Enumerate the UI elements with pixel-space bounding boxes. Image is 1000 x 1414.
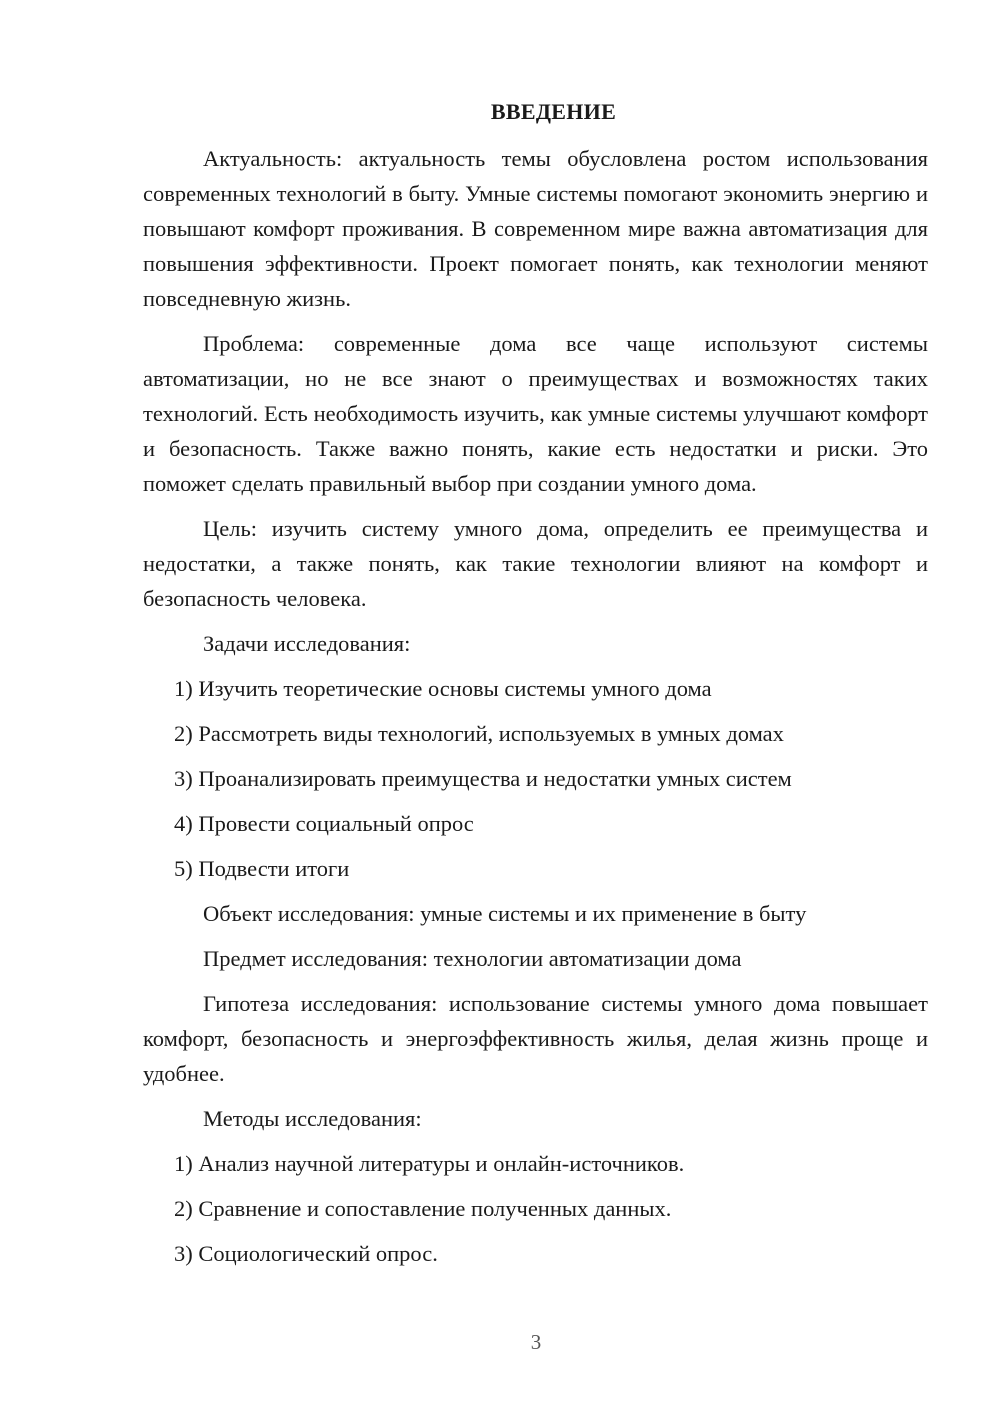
list-item: 4) Провести социальный опрос [174,811,474,836]
subject-paragraph: Предмет исследования: технологии автоматизации дома [203,946,742,971]
list-item: 3) Проанализировать преимущества и недостатки умных систем [174,766,792,791]
object-paragraph: Объект исследования: умные системы и их применение в быту [203,901,807,926]
tasks-heading: Задачи исследования: [203,631,411,656]
page-title: ВВЕДЕНИЕ [490,99,617,124]
goal-paragraph: Цель: изучить систему умного дома, определить ее преимущества и недостатки, а также понять, как такие технологии влияют на комфорт и безопасность человека. [143,516,928,611]
page-number: 3 [530,1330,542,1354]
page-content [143,94,928,1281]
list-item: 1) Изучить теоретические основы системы умного дома [174,676,712,701]
methods-list [143,1146,928,1271]
list-item: 3) Социологический опрос. [174,1241,438,1266]
list-item: 5) Подвести итоги [174,856,350,881]
problem-paragraph: Проблема: современные дома все чаще используют системы автоматизации, но не все знают о преимуществах и возможностях таких технологий. Есть необходимость изучить, как умные системы улучшают комфорт и безопасность. Также важно понять, какие есть недостатки и риски. Это поможет сделать правильный выбор при создании умного дома. [143,331,928,496]
hypothesis-paragraph: Гипотеза исследования: использование системы умного дома повышает комфорт, безопасность и энергоэффективность жилья, делая жизнь проще и удобнее. [143,991,928,1086]
list-item: 1) Анализ научной литературы и онлайн-источников. [174,1151,685,1176]
relevance-paragraph: Актуальность: актуальность темы обусловлена ростом использования современных технологий в быту. Умные системы помогают экономить энергию и повышают комфорт проживания. В современном мире важна автоматизация для повышения эффективности. Проект помогает понять, как технологии меняют повседневную жизнь. [143,146,928,311]
methods-heading: Методы исследования: [203,1106,422,1131]
tasks-list [143,671,928,886]
list-item: 2) Рассмотреть виды технологий, используемых в умных домах [174,721,784,746]
list-item: 2) Сравнение и сопоставление полученных данных. [174,1196,672,1221]
